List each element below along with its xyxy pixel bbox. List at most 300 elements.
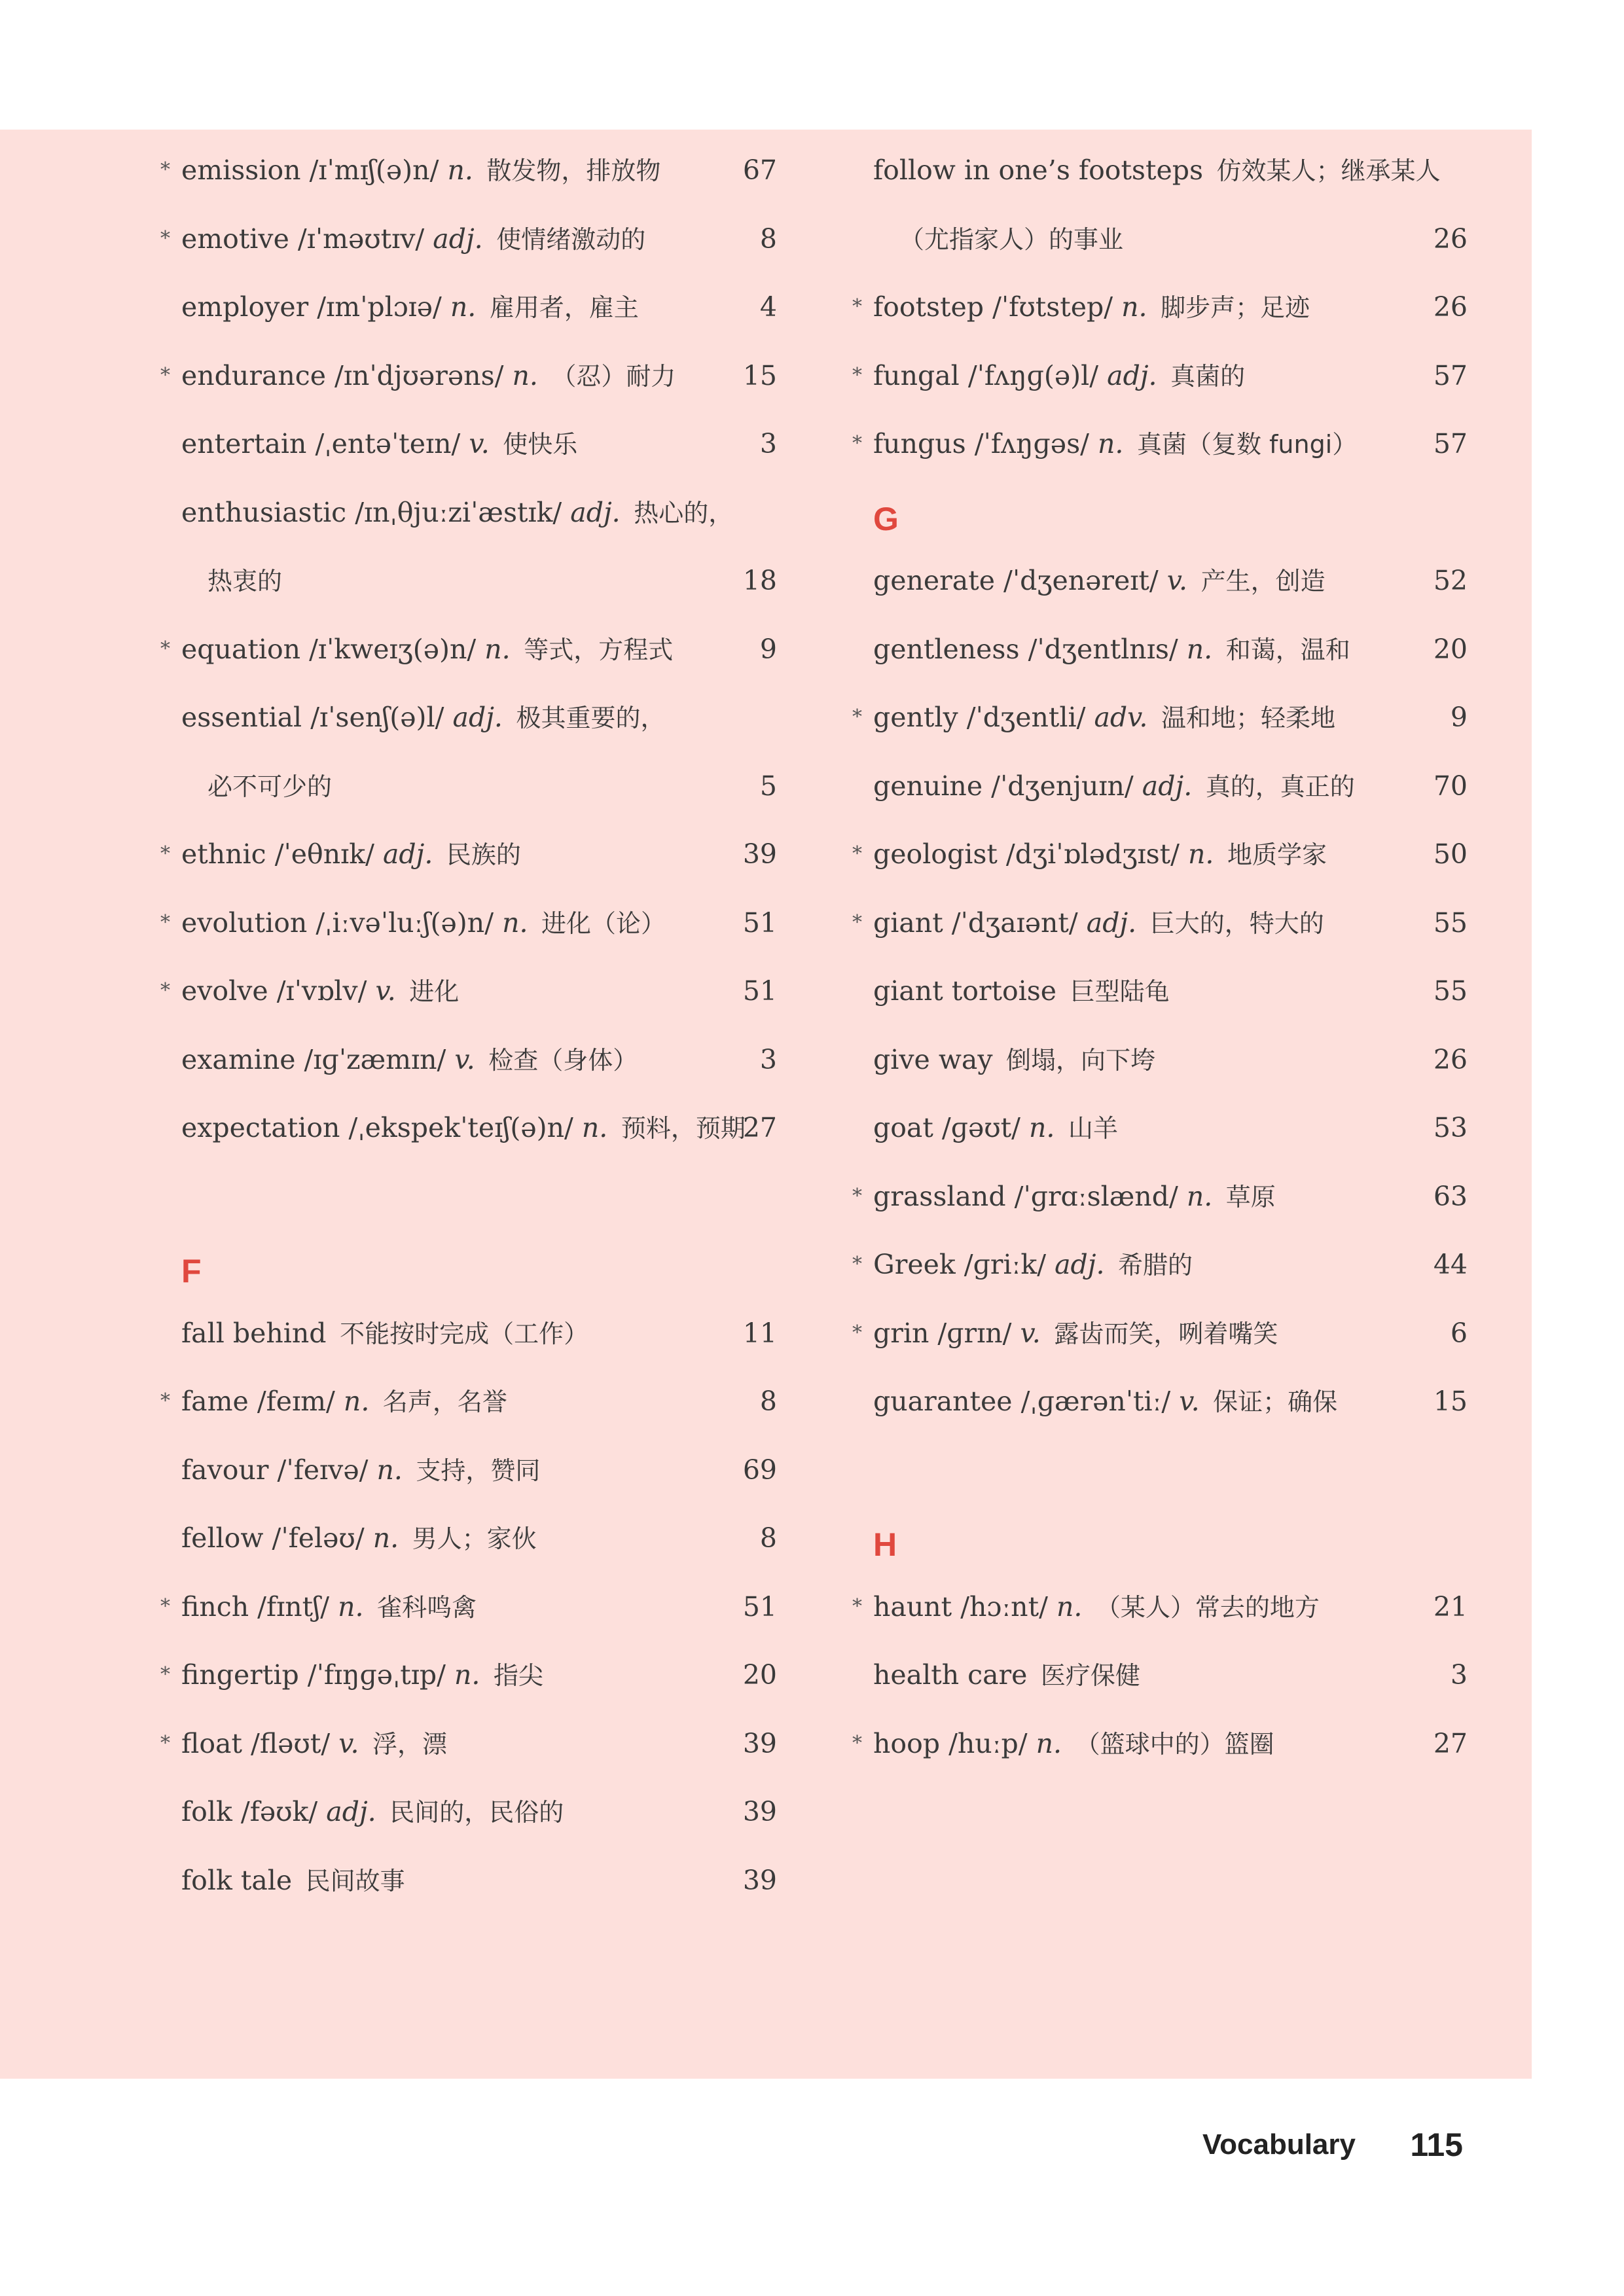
chinese-definition: 浮，漂 — [372, 1729, 448, 1759]
vocab-entry — [852, 683, 1468, 752]
part-of-speech: adj. — [326, 1796, 376, 1827]
part-of-speech: n. — [1097, 428, 1124, 459]
entry-text — [873, 1710, 1274, 1779]
entry-text — [873, 273, 1310, 342]
headword: geologist — [873, 838, 998, 870]
star-mark: * — [852, 1184, 862, 1208]
part-of-speech: v. — [454, 1043, 475, 1075]
headword: equation — [181, 633, 301, 665]
page-reference: 15 — [742, 359, 777, 391]
chinese-definition: 地质学家 — [1227, 840, 1327, 869]
chinese-definition: 进化 — [409, 977, 460, 1006]
chinese-definition: 医疗保健 — [1040, 1661, 1140, 1690]
vocab-entry — [160, 1710, 777, 1778]
entry-text — [873, 752, 1355, 821]
entry-text — [181, 136, 660, 206]
headword: entertain — [181, 428, 307, 459]
page-reference: 20 — [1433, 633, 1468, 665]
page-reference: 39 — [742, 838, 777, 870]
vocab-entry — [160, 547, 777, 615]
chinese-definition: 热心的， — [634, 498, 734, 528]
part-of-speech: v. — [1020, 1317, 1041, 1349]
page-reference: 8 — [759, 1522, 777, 1554]
pronunciation: /dʒiˈɒlədʒɪst/ — [1005, 838, 1180, 870]
part-of-speech: adj. — [1086, 906, 1137, 939]
pronunciation: /ˌentəˈteɪn/ — [315, 428, 461, 459]
headword: gently — [873, 702, 958, 733]
page-reference: 15 — [1433, 1386, 1468, 1417]
vocab-entry — [160, 889, 777, 958]
part-of-speech: adj. — [1142, 770, 1193, 802]
chinese-definition: 巨大的，特大的 — [1149, 908, 1324, 938]
headword: footstep — [873, 291, 984, 323]
headword: essential — [181, 702, 302, 733]
pronunciation: /ˈfʌŋɡəs/ — [974, 428, 1089, 459]
page-reference: 44 — [1433, 1249, 1468, 1280]
star-mark: * — [852, 1253, 862, 1276]
page-reference: 52 — [1433, 565, 1468, 596]
chinese-definition: 雇用者，雇主 — [489, 293, 639, 322]
headword: Greek — [873, 1249, 956, 1280]
vocab-entry — [160, 1573, 777, 1641]
section-letter — [160, 1230, 777, 1299]
entry-text — [873, 547, 1326, 616]
chinese-definition: 等式，方程式 — [524, 635, 674, 664]
chinese-definition: 散发物，排放物 — [486, 156, 661, 185]
pronunciation: /ɡrɪn/ — [937, 1317, 1012, 1349]
star-mark: * — [852, 1731, 862, 1755]
page-reference: 3 — [1450, 1659, 1468, 1691]
page-reference: 21 — [1433, 1590, 1468, 1623]
star-mark: * — [160, 1663, 170, 1686]
vocab-entry — [852, 1299, 1468, 1368]
star-mark: * — [852, 706, 862, 728]
pronunciation: /ˈdʒentli/ — [966, 702, 1086, 733]
part-of-speech: n. — [1186, 1180, 1213, 1212]
page-number: 115 — [1410, 2126, 1463, 2163]
chinese-definition: 山羊 — [1068, 1114, 1118, 1143]
headword: emission — [181, 154, 301, 186]
star-mark: * — [852, 432, 862, 455]
headword: grassland — [873, 1180, 1006, 1212]
vocab-entry — [160, 205, 777, 274]
vocab-entry — [160, 820, 777, 889]
entry-text — [181, 1710, 447, 1779]
entry-text — [181, 957, 459, 1026]
vocab-entry — [852, 410, 1468, 478]
headword: giant tortoise — [873, 975, 1057, 1007]
star-mark: * — [160, 842, 170, 865]
chinese-definition: 雀科鸣禽 — [377, 1592, 477, 1622]
page-reference: 63 — [1433, 1180, 1468, 1212]
part-of-speech: adj. — [1055, 1249, 1105, 1280]
star-mark: * — [852, 363, 862, 387]
page-reference: 51 — [742, 1590, 777, 1623]
pronunciation: /ˈfʊtstep/ — [992, 291, 1113, 323]
entry-text — [181, 1367, 507, 1437]
page-reference: 69 — [742, 1454, 777, 1486]
star-mark: * — [852, 295, 862, 318]
part-of-speech: n. — [1036, 1727, 1062, 1759]
page-reference: 3 — [759, 428, 777, 459]
part-of-speech: n. — [484, 633, 511, 665]
section-letter — [852, 1504, 1468, 1573]
entry-text — [208, 547, 282, 616]
page-reference: 8 — [759, 1386, 777, 1417]
spacer — [160, 1162, 777, 1231]
star-mark: * — [160, 1731, 170, 1755]
vocab-entry — [852, 136, 1468, 205]
page-reference: 18 — [742, 565, 777, 596]
page-reference: 67 — [742, 154, 777, 186]
headword: fall behind — [181, 1317, 327, 1349]
headword: fungus — [873, 428, 966, 459]
headword: ethnic — [181, 838, 266, 870]
part-of-speech: adj. — [1107, 359, 1157, 391]
vocab-entry — [852, 547, 1468, 615]
entry-text — [181, 410, 577, 479]
page-reference: 51 — [742, 906, 777, 939]
vocab-entry — [852, 752, 1468, 821]
entry-text — [181, 205, 645, 274]
part-of-speech: n. — [338, 1590, 364, 1623]
pronunciation: /ˈfeɪvə/ — [277, 1454, 369, 1486]
chinese-definition: 预料，预期 — [621, 1114, 746, 1143]
entry-text — [873, 1367, 1337, 1437]
page-reference: 39 — [742, 1727, 777, 1759]
section-letter-text: G — [873, 500, 899, 537]
star-mark: * — [160, 363, 170, 387]
section-letter-text: H — [873, 1526, 897, 1563]
star-mark: * — [160, 158, 170, 181]
headword: finch — [181, 1590, 249, 1623]
star-mark: * — [852, 910, 862, 934]
chinese-definition: （尤指家人）的事业 — [899, 224, 1124, 254]
star-mark: * — [160, 226, 170, 250]
star-mark: * — [160, 1594, 170, 1618]
page-reference: 57 — [1433, 428, 1468, 459]
headword: folk tale — [181, 1864, 293, 1896]
vocab-entry — [160, 1504, 777, 1573]
entry-text — [873, 1230, 1193, 1300]
part-of-speech: v. — [469, 428, 490, 459]
entry-text — [208, 752, 332, 821]
vocab-entry — [160, 683, 777, 752]
chinese-definition: 真菌的 — [1170, 361, 1246, 391]
vocab-entry — [160, 1778, 777, 1846]
part-of-speech: n. — [447, 154, 473, 186]
chinese-definition: 希腊的 — [1118, 1251, 1193, 1280]
vocab-entry — [160, 136, 777, 205]
vocab-entry — [852, 820, 1468, 889]
pronunciation: /ˈfɪŋɡəˌtɪp/ — [307, 1659, 446, 1691]
vocab-entry — [160, 752, 777, 821]
vocab-entry — [160, 342, 777, 410]
entry-text — [873, 1299, 1278, 1369]
chinese-definition: 指尖 — [493, 1661, 543, 1690]
page-reference: 3 — [759, 1043, 777, 1075]
chinese-definition: 草原 — [1225, 1182, 1276, 1211]
vocab-entry — [160, 410, 777, 478]
entry-text — [181, 1436, 540, 1505]
entry-text — [873, 342, 1245, 411]
chinese-definition: 保证；确保 — [1213, 1388, 1338, 1416]
entry-text — [873, 410, 1357, 479]
star-mark: * — [852, 842, 862, 865]
page-reference: 9 — [759, 633, 777, 665]
headword: generate — [873, 565, 995, 596]
headword: grin — [873, 1317, 929, 1349]
star-mark: * — [160, 1390, 170, 1412]
entry-text — [181, 683, 665, 753]
star-mark: * — [160, 637, 170, 660]
headword: health care — [873, 1659, 1028, 1691]
right-column — [852, 136, 1468, 1778]
vocab-entry — [852, 1573, 1468, 1641]
pronunciation: /huːp/ — [948, 1727, 1028, 1759]
chinese-definition: 男人；家伙 — [412, 1524, 537, 1553]
vocab-entry — [852, 342, 1468, 410]
pronunciation: /ɪmˈplɔɪə/ — [317, 291, 442, 323]
headword: evolve — [181, 975, 268, 1007]
part-of-speech: n. — [1056, 1590, 1083, 1623]
chinese-definition: 脚步声；足迹 — [1161, 293, 1310, 322]
chinese-definition: （某人）常去的地方 — [1095, 1592, 1320, 1622]
pronunciation: /fɪntʃ/ — [257, 1590, 330, 1623]
page-reference: 6 — [1450, 1317, 1468, 1349]
vocab-entry — [852, 615, 1468, 684]
vocab-entry — [852, 1710, 1468, 1778]
chinese-definition: 真菌（复数 fungi） — [1136, 430, 1358, 459]
headword: evolution — [181, 906, 308, 939]
chinese-definition: 露齿而笑，咧着嘴笑 — [1054, 1319, 1278, 1348]
page-reference: 26 — [1433, 291, 1468, 323]
part-of-speech: n. — [343, 1386, 370, 1417]
page-reference: 55 — [1433, 906, 1468, 939]
part-of-speech: n. — [1029, 1112, 1055, 1143]
headword: endurance — [181, 359, 326, 391]
entry-text — [181, 820, 521, 889]
page-reference: 39 — [742, 1864, 777, 1896]
pronunciation: /ˈdʒentlnɪs/ — [1028, 633, 1178, 665]
pronunciation: /feɪm/ — [257, 1386, 335, 1417]
headword: follow in one’s footsteps — [873, 154, 1203, 186]
part-of-speech: adj. — [452, 702, 503, 733]
footer-section-label: Vocabulary — [1202, 2128, 1356, 2161]
part-of-speech: n. — [1121, 291, 1147, 323]
chinese-definition: 极其重要的， — [516, 704, 666, 732]
part-of-speech: n. — [512, 359, 538, 391]
chinese-definition: 倒塌，向下垮 — [1006, 1045, 1156, 1075]
chinese-definition: 产生，创造 — [1200, 567, 1326, 596]
page-reference: 55 — [1433, 975, 1468, 1007]
vocab-entry — [852, 273, 1468, 342]
pronunciation: /ɪnˈdjʊərəns/ — [334, 359, 504, 391]
chinese-definition: 仿效某人；继承某人 — [1216, 156, 1441, 185]
page-reference: 26 — [1433, 1043, 1468, 1075]
chinese-definition: 温和地；轻柔地 — [1161, 704, 1335, 732]
pronunciation: /ˈdʒenjuɪn/ — [991, 770, 1134, 802]
headword: give way — [873, 1043, 993, 1075]
entry-text — [181, 615, 673, 685]
section-letter-text: F — [181, 1253, 202, 1289]
chinese-definition: （篮球中的）篮圈 — [1075, 1729, 1274, 1759]
page-reference: 27 — [742, 1112, 777, 1143]
headword: goat — [873, 1112, 933, 1143]
page-reference: 8 — [759, 223, 777, 255]
page-reference: 4 — [759, 291, 777, 323]
page-footer — [0, 2121, 1624, 2173]
vocab-entry — [852, 1367, 1468, 1436]
headword: genuine — [873, 770, 983, 802]
chinese-definition: 热衷的 — [208, 567, 283, 596]
headword: float — [181, 1727, 242, 1759]
entry-text — [181, 1573, 477, 1642]
vocab-entry — [160, 1367, 777, 1436]
vocab-entry — [852, 1641, 1468, 1710]
entry-text — [181, 273, 639, 342]
headword: gentleness — [873, 633, 1020, 665]
pronunciation: /ɪˈməʊtɪv/ — [297, 223, 425, 255]
vocab-entry — [160, 478, 777, 547]
pronunciation: /ɪˈvɒlv/ — [276, 975, 367, 1007]
part-of-speech: n. — [372, 1522, 399, 1554]
left-column — [160, 136, 777, 1914]
entry-text — [873, 136, 1441, 206]
page-reference: 51 — [742, 975, 777, 1007]
pronunciation: /ˈfeləʊ/ — [272, 1522, 365, 1554]
entry-text — [873, 1026, 1155, 1095]
pronunciation: /hɔːnt/ — [960, 1590, 1048, 1623]
chinese-definition: 巨型陆龟 — [1070, 977, 1170, 1006]
part-of-speech: v. — [1179, 1386, 1200, 1417]
entry-text — [181, 889, 666, 958]
headword: fungal — [873, 359, 960, 391]
star-mark: * — [160, 910, 170, 934]
vocab-entry — [852, 957, 1468, 1026]
pronunciation: /fləʊt/ — [251, 1727, 331, 1759]
headword: haunt — [873, 1590, 952, 1623]
pronunciation: /ˈdʒenəreɪt/ — [1003, 565, 1159, 596]
headword: hoop — [873, 1727, 941, 1759]
page-reference: 27 — [1433, 1727, 1468, 1759]
chinese-definition: 民族的 — [446, 840, 521, 869]
headword: favour — [181, 1454, 269, 1486]
part-of-speech: n. — [376, 1454, 403, 1486]
part-of-speech: n. — [581, 1112, 608, 1143]
chinese-definition: 支持，赞同 — [416, 1456, 541, 1485]
chinese-definition: 进化（论） — [541, 908, 666, 938]
vocab-entry — [160, 1846, 777, 1915]
vocab-entry — [160, 615, 777, 684]
chinese-definition: （忍）耐力 — [551, 361, 676, 391]
vocab-entry — [160, 1094, 777, 1162]
entry-text — [181, 1026, 638, 1095]
headword: folk — [181, 1796, 232, 1827]
headword: fame — [181, 1386, 249, 1417]
headword: emotive — [181, 223, 289, 255]
chinese-definition: 使快乐 — [503, 430, 578, 459]
part-of-speech: adj. — [433, 223, 483, 255]
pronunciation: /ɡəʊt/ — [941, 1112, 1020, 1143]
chinese-definition: 和蔼，温和 — [1225, 635, 1350, 664]
pronunciation: /ˌiːvəˈluːʃ(ə)n/ — [316, 906, 494, 939]
page-reference: 39 — [742, 1796, 777, 1827]
pronunciation: /ɪˈmɪʃ(ə)n/ — [309, 154, 439, 186]
page-reference: 9 — [1450, 702, 1468, 733]
part-of-speech: adj. — [382, 838, 433, 870]
headword: guarantee — [873, 1386, 1013, 1417]
entry-text — [873, 615, 1350, 685]
part-of-speech: n. — [1186, 633, 1213, 665]
part-of-speech: n. — [1188, 838, 1214, 870]
spacer — [852, 1436, 1468, 1505]
pronunciation: /fəʊk/ — [240, 1796, 318, 1827]
vocab-entry — [160, 957, 777, 1026]
entry-text — [181, 1504, 537, 1573]
vocab-entry — [852, 205, 1468, 274]
part-of-speech: v. — [375, 975, 396, 1007]
vocab-entry — [852, 1094, 1468, 1162]
chinese-definition: 真的，真正的 — [1205, 772, 1355, 801]
entry-text — [873, 1162, 1276, 1232]
page-reference: 11 — [742, 1317, 777, 1349]
part-of-speech: adj. — [570, 496, 621, 528]
headword: expectation — [181, 1112, 340, 1143]
headword: examine — [181, 1043, 296, 1075]
headword: enthusiastic — [181, 496, 347, 528]
page-reference: 20 — [742, 1659, 777, 1691]
vocab-entry — [160, 1436, 777, 1505]
part-of-speech: adv. — [1094, 702, 1148, 733]
vocab-entry — [852, 1026, 1468, 1094]
page-reference: 70 — [1433, 770, 1468, 802]
section-letter — [852, 478, 1468, 547]
star-mark: * — [852, 1321, 862, 1344]
pronunciation: /ɪnˌθjuːziˈæstɪk/ — [355, 496, 562, 528]
entry-text — [873, 957, 1170, 1026]
pronunciation: /ˌɡærənˈtiː/ — [1020, 1386, 1171, 1417]
vocab-entry — [852, 1162, 1468, 1231]
chinese-definition: 名声，名誉 — [382, 1388, 507, 1416]
entry-text — [899, 205, 1123, 274]
part-of-speech: v. — [338, 1727, 359, 1759]
entry-text — [181, 1094, 746, 1163]
entry-text — [181, 342, 676, 411]
chinese-definition: 民间的，民俗的 — [389, 1798, 564, 1827]
vocab-entry — [160, 1026, 777, 1094]
part-of-speech: n. — [502, 906, 528, 939]
part-of-speech: v. — [1166, 565, 1188, 596]
pronunciation: /ˌekspekˈteɪʃ(ə)n/ — [348, 1112, 573, 1143]
entry-text — [181, 1846, 405, 1916]
entry-text — [873, 1094, 1118, 1163]
headword: fellow — [181, 1522, 264, 1554]
entry-text — [181, 1641, 543, 1710]
page-reference: 5 — [759, 770, 777, 802]
chinese-definition: 必不可少的 — [208, 772, 333, 801]
chinese-definition: 检查（身体） — [488, 1045, 638, 1075]
pronunciation: /ɪɡˈzæmɪn/ — [304, 1043, 446, 1075]
star-mark: * — [852, 1594, 862, 1618]
part-of-speech: n. — [454, 1659, 480, 1691]
chinese-definition: 民间故事 — [305, 1866, 405, 1895]
chinese-definition: 不能按时完成（工作） — [340, 1319, 589, 1348]
entry-text — [873, 820, 1327, 889]
chinese-definition: 使情绪激动的 — [496, 224, 646, 254]
headword: employer — [181, 291, 309, 323]
pronunciation: /ˈdʒaɪənt/ — [951, 906, 1078, 939]
